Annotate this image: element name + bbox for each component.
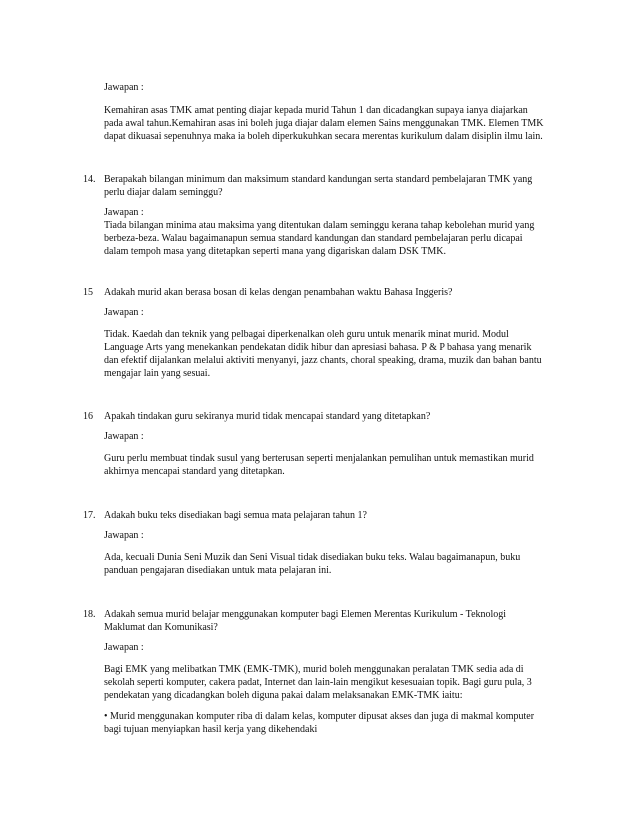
q16-answer <box>104 452 574 478</box>
answer-line: Tidak. Kaedah dan teknik yang pelbagai diperkenalkan oleh guru untuk menarik minat murid. Modul <box>104 329 509 340</box>
intro-answer <box>104 104 574 143</box>
question-line: Adakah semua murid belajar menggunakan komputer bagi Elemen Merentas Kurikulum - Teknologi <box>104 609 507 620</box>
question-number: 17. <box>83 510 96 521</box>
answer-line: sekolah seperti komputer, cakera padat, Internet dan lain-lain mengikut kesesuaian topik. Bagi guru pula, 3 <box>104 677 532 688</box>
bullet-line: bagi tujuan menyiapkan hasil kerja yang dikehendaki <box>104 724 318 735</box>
q17-answer-label: Jawapan : <box>104 530 144 541</box>
question-number: 15 <box>83 287 93 298</box>
question-text <box>104 173 574 199</box>
intro-answer-line: Kemahiran asas TMK amat penting diajar kepada murid Tahun 1 dan dicadangkan supaya ianya diajarkan <box>104 105 528 116</box>
question-text <box>104 509 574 522</box>
answer-line: pendekatan yang dicadangkan boleh diguna pakai dalam melaksanakan EMK-TMK iaitu: <box>104 690 463 701</box>
answer-line: dan efektif dijalankan melalui aktiviti menyanyi, jazz chants, choral speaking, drama, muzik dan bahan bantu <box>104 355 542 366</box>
intro-answer-line: pada awal tahun.Kemahiran asas ini boleh juga diajar dalam elemen Sains menggunakan TMK. Elemen TMK <box>104 118 544 129</box>
question-16 <box>83 410 574 423</box>
bullet-line: • Murid menggunakan komputer riba di dalam kelas, komputer dipusat akses dan juga di makmal komputer <box>104 711 535 722</box>
answer-line: Guru perlu membuat tindak susul yang berterusan seperti menjalankan pemulihan untuk memastikan murid <box>104 453 534 464</box>
answer-line: Ada, kecuali Dunia Seni Muzik dan Seni Visual tidak disediakan buku teks. Walau bagaimanapun, buku <box>104 552 521 563</box>
answer-line: Tiada bilangan minima atau maksima yang ditentukan dalam seminggu kerana tahap kebolehan murid yang <box>104 220 535 231</box>
q15-answer-label: Jawapan : <box>104 307 144 318</box>
q16-answer-label: Jawapan : <box>104 431 144 442</box>
intro-answer-label: Jawapan : <box>104 82 144 93</box>
q14-answer-label: Jawapan : <box>104 207 144 218</box>
question-line: Apakah tindakan guru sekiranya murid tidak mencapai standard yang ditetapkan? <box>104 411 431 422</box>
answer-line: Bagi EMK yang melibatkan TMK (EMK-TMK), murid boleh menggunakan peralatan TMK sedia ada di <box>104 664 524 675</box>
question-text <box>104 608 574 634</box>
question-line: Berapakah bilangan minimum dan maksimum standard kandungan serta standard pembelajaran TMK yang <box>104 174 533 185</box>
answer-line: Language Arts yang menekankan pendekatan didik hibur dan apresiasi bahasa. P & P bahasa yang menarik <box>104 342 532 353</box>
question-text <box>104 286 574 299</box>
answer-line: berbeza-beza. Walau bagaimanapun semua standard kandungan dan standard pembelajaran perlu dicapai <box>104 233 523 244</box>
answer-line: dalam tempoh masa yang ditetapkan seperti mana yang digariskan dalam DSK TMK. <box>104 246 446 257</box>
question-number: 14. <box>83 174 96 185</box>
question-15 <box>83 286 574 299</box>
intro-answer-line: dapat dikuasai sepenuhnya maka ia boleh diperkukuhkan secara merentas kurikulum dalam disiplin ilmu lain. <box>104 131 543 142</box>
q18-answer <box>104 663 574 702</box>
answer-line: mengajar lain yang sesuai. <box>104 368 211 379</box>
question-number: 18. <box>83 609 96 620</box>
question-line: Maklumat dan Komunikasi? <box>104 622 218 633</box>
q18-bullet-item <box>104 710 574 736</box>
question-17 <box>83 509 574 522</box>
question-18 <box>83 608 574 634</box>
answer-line: panduan pengajaran disediakan untuk mata pelajaran ini. <box>104 565 332 576</box>
question-number: 16 <box>83 411 93 422</box>
question-line: perlu diajar dalam seminggu? <box>104 187 223 198</box>
question-line: Adakah buku teks disediakan bagi semua mata pelajaran tahun 1? <box>104 510 367 521</box>
q15-answer <box>104 328 574 380</box>
answer-line: akhirnya mencapai standard yang ditetapkan. <box>104 466 285 477</box>
question-text <box>104 410 574 423</box>
question-14 <box>83 173 574 199</box>
q17-answer <box>104 551 574 577</box>
question-line: Adakah murid akan berasa bosan di kelas dengan penambahan waktu Bahasa Inggeris? <box>104 287 453 298</box>
q14-answer <box>104 219 574 258</box>
q18-answer-label: Jawapan : <box>104 642 144 653</box>
